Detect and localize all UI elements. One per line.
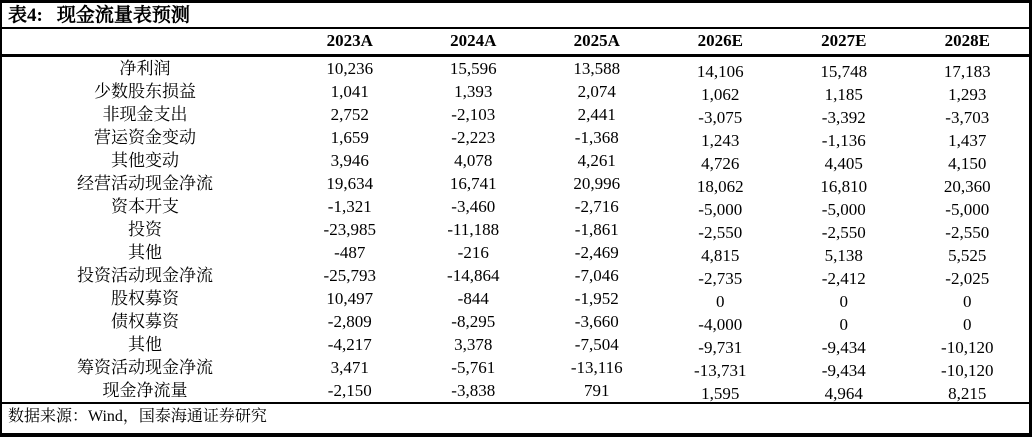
cell-value <box>535 218 659 241</box>
cell-value <box>782 149 906 172</box>
cell-text: 10,497 <box>326 288 374 308</box>
cell-text: 1,393 <box>454 81 493 101</box>
table-title-text: 现金流量表预测 <box>56 5 190 26</box>
cell-value <box>906 80 1030 103</box>
cell-value <box>412 379 536 402</box>
table-row <box>2 379 1029 402</box>
row-label: 资本开支 <box>111 196 179 216</box>
cell-value <box>288 149 412 172</box>
cell-value <box>782 195 906 218</box>
cell-value <box>535 126 659 149</box>
row-label: 现金净流量 <box>102 380 188 400</box>
cell-value <box>906 287 1030 310</box>
column-header-2023A: 2023A <box>288 29 412 55</box>
cell-text: 20,996 <box>573 173 621 193</box>
cell-value <box>412 103 536 126</box>
cell-value <box>906 356 1030 379</box>
cell-text: -2,550 <box>821 222 866 242</box>
cell-text: 5,525 <box>948 245 987 265</box>
cell-value <box>288 241 412 264</box>
cell-text: 1,185 <box>824 84 863 104</box>
cell-text: -3,703 <box>945 107 990 127</box>
cell-value <box>782 264 906 287</box>
cell-text: -844 <box>457 288 489 308</box>
cell-text: -13,116 <box>570 357 623 377</box>
cell-value <box>412 310 536 333</box>
cell-value <box>535 103 659 126</box>
cell-text: -5,000 <box>698 199 743 219</box>
cell-text: -14,864 <box>447 265 500 285</box>
row-label: 筹资活动现金净流 <box>77 357 213 377</box>
table-row <box>2 356 1029 379</box>
cell-text: -2,550 <box>945 222 990 242</box>
cell-text: -8,295 <box>451 311 496 331</box>
cell-text: -1,861 <box>574 219 619 239</box>
cell-value <box>659 241 783 264</box>
cell-value <box>906 195 1030 218</box>
cell-text: 0 <box>963 291 972 311</box>
cell-text: 791 <box>584 380 610 400</box>
cell-text: -11,188 <box>447 219 500 239</box>
column-header-2026E: 2026E <box>659 29 783 55</box>
cell-text: -2,716 <box>574 196 619 216</box>
table-title <box>2 3 1029 29</box>
row-label: 净利润 <box>119 58 171 78</box>
cell-text: -1,368 <box>574 127 619 147</box>
cell-text: 4,150 <box>948 153 987 173</box>
table-row <box>2 149 1029 172</box>
cell-value <box>288 126 412 149</box>
cell-text: 1,293 <box>948 84 987 104</box>
cell-value <box>659 310 783 333</box>
cell-value <box>659 172 783 195</box>
cell-text: -13,731 <box>694 360 747 380</box>
table-row <box>2 195 1029 218</box>
cell-value <box>906 55 1030 80</box>
cell-value <box>782 55 906 80</box>
header-row <box>2 29 1029 55</box>
cell-text: -1,321 <box>327 196 372 216</box>
column-header-2028E: 2028E <box>906 29 1030 55</box>
cell-text: 8,215 <box>948 383 987 403</box>
cell-text: 3,471 <box>330 357 369 377</box>
cell-value <box>906 379 1030 402</box>
cell-value <box>535 195 659 218</box>
cell-text: -2,412 <box>821 268 866 288</box>
table-body <box>2 55 1029 402</box>
cell-value <box>782 379 906 402</box>
cell-text: -2,223 <box>451 127 496 147</box>
cell-value <box>288 80 412 103</box>
cell-text: 19,634 <box>326 173 374 193</box>
cell-value <box>906 172 1030 195</box>
cell-value <box>782 218 906 241</box>
cell-value <box>659 126 783 149</box>
cell-text: -23,985 <box>323 219 376 239</box>
cell-value <box>782 287 906 310</box>
cell-text: 18,062 <box>696 176 744 196</box>
column-header-2025A: 2025A <box>535 29 659 55</box>
table-row <box>2 103 1029 126</box>
cell-text: 17,183 <box>943 61 991 81</box>
cell-text: 1,062 <box>701 84 740 104</box>
row-label: 其他 <box>128 242 162 262</box>
cell-value <box>535 172 659 195</box>
cell-value <box>782 333 906 356</box>
cell-text: -216 <box>457 242 489 262</box>
cell-text: -2,150 <box>327 380 372 400</box>
cell-value <box>288 379 412 402</box>
cell-value <box>659 149 783 172</box>
data-source: 数据来源：Wind，国泰海通证券研究 <box>2 402 1029 428</box>
cell-text: -4,217 <box>327 334 372 354</box>
cell-text: -3,460 <box>451 196 496 216</box>
cell-value <box>412 172 536 195</box>
cell-value <box>782 103 906 126</box>
cell-text: 4,964 <box>824 383 863 403</box>
cash-flow-table <box>2 29 1029 402</box>
cell-value <box>412 55 536 80</box>
cell-value <box>535 310 659 333</box>
cell-value <box>906 333 1030 356</box>
cell-text: -2,809 <box>327 311 372 331</box>
cell-value <box>288 287 412 310</box>
cell-value <box>288 310 412 333</box>
cell-text: -9,434 <box>821 337 866 357</box>
cell-text: -10,120 <box>941 360 994 380</box>
cell-value <box>412 241 536 264</box>
cell-text: 4,078 <box>454 150 493 170</box>
table-row <box>2 264 1029 287</box>
cell-text: -4,000 <box>698 314 743 334</box>
table-row <box>2 80 1029 103</box>
cell-text: 1,659 <box>330 127 369 147</box>
cell-text: 1,437 <box>948 130 987 150</box>
cell-text: -5,000 <box>945 199 990 219</box>
cell-value <box>412 80 536 103</box>
cell-value <box>659 55 783 80</box>
cell-text: 0 <box>839 314 848 334</box>
cell-text: 3,378 <box>454 334 493 354</box>
table-header <box>2 29 1029 55</box>
cell-text: 2,441 <box>577 104 616 124</box>
table-row <box>2 172 1029 195</box>
cell-value <box>288 172 412 195</box>
cell-value <box>782 126 906 149</box>
cell-value <box>412 356 536 379</box>
cell-value <box>782 356 906 379</box>
cell-text: -487 <box>334 242 366 262</box>
cell-value <box>659 379 783 402</box>
cell-text: -2,550 <box>698 222 743 242</box>
cell-value <box>288 103 412 126</box>
cell-text: 4,261 <box>577 150 616 170</box>
cell-value <box>659 80 783 103</box>
cell-value <box>288 333 412 356</box>
cell-text: 5,138 <box>824 245 863 265</box>
cell-text: 2,074 <box>577 81 616 101</box>
cell-value <box>535 241 659 264</box>
cell-value <box>782 80 906 103</box>
cell-text: -3,838 <box>451 380 496 400</box>
cell-text: -7,046 <box>574 265 619 285</box>
table-row <box>2 333 1029 356</box>
cell-value <box>659 287 783 310</box>
cell-text: 1,595 <box>701 383 740 403</box>
cell-value <box>288 55 412 80</box>
cell-value <box>288 195 412 218</box>
cell-value <box>412 287 536 310</box>
column-header-empty <box>2 29 288 55</box>
table-row <box>2 126 1029 149</box>
cell-text: 4,726 <box>701 153 740 173</box>
cell-value <box>412 149 536 172</box>
cell-text: -2,735 <box>698 268 743 288</box>
cell-value <box>288 218 412 241</box>
row-label: 投资活动现金净流 <box>77 265 213 285</box>
row-label: 股权募资 <box>111 288 179 308</box>
cell-text: -1,136 <box>821 130 866 150</box>
column-header-2024A: 2024A <box>412 29 536 55</box>
cell-value <box>659 333 783 356</box>
cell-value <box>535 379 659 402</box>
cell-text: -9,731 <box>698 337 743 357</box>
cell-text: 0 <box>839 291 848 311</box>
cell-value <box>659 264 783 287</box>
cell-text: -9,434 <box>821 360 866 380</box>
cell-value <box>906 126 1030 149</box>
cell-text: -2,469 <box>574 242 619 262</box>
cell-value <box>288 356 412 379</box>
cell-value <box>906 264 1030 287</box>
row-label: 债权募资 <box>111 311 179 331</box>
cell-value <box>659 218 783 241</box>
cell-text: 0 <box>716 291 725 311</box>
cell-value <box>535 287 659 310</box>
cell-value <box>412 218 536 241</box>
table-row <box>2 218 1029 241</box>
cell-value <box>906 103 1030 126</box>
cell-value <box>288 264 412 287</box>
cell-text: 3,946 <box>330 150 369 170</box>
cell-text: 4,405 <box>824 153 863 173</box>
cell-value <box>412 264 536 287</box>
cell-value <box>659 103 783 126</box>
cell-text: 1,243 <box>701 130 740 150</box>
cell-value <box>535 333 659 356</box>
cell-value <box>782 241 906 264</box>
cell-text: -25,793 <box>323 265 376 285</box>
row-label: 少数股东损益 <box>94 81 196 101</box>
row-label: 其他 <box>128 334 162 354</box>
cell-text: 1,041 <box>330 81 369 101</box>
table-row <box>2 287 1029 310</box>
cell-text: 20,360 <box>943 176 991 196</box>
cell-text: -3,392 <box>821 107 866 127</box>
cell-value <box>659 356 783 379</box>
cell-text: 14,106 <box>696 61 744 81</box>
table-row <box>2 241 1029 264</box>
cell-text: 2,752 <box>330 104 369 124</box>
cell-text: -2,025 <box>945 268 990 288</box>
cell-text: 13,588 <box>573 58 621 78</box>
column-header-2027E: 2027E <box>782 29 906 55</box>
cell-text: 0 <box>963 314 972 334</box>
cell-text: -5,000 <box>821 199 866 219</box>
row-label: 营运资金变动 <box>94 127 196 147</box>
cell-value <box>535 80 659 103</box>
cell-value <box>535 264 659 287</box>
cell-text: 16,810 <box>820 176 868 196</box>
table-row <box>2 310 1029 333</box>
cell-value <box>412 195 536 218</box>
cell-value <box>412 333 536 356</box>
cell-value <box>782 310 906 333</box>
row-label: 经营活动现金净流 <box>77 173 213 193</box>
cell-text: 15,596 <box>449 58 497 78</box>
cell-value <box>906 149 1030 172</box>
cell-text: -5,761 <box>451 357 496 377</box>
cell-value <box>659 195 783 218</box>
cell-value <box>906 218 1030 241</box>
cell-value <box>906 241 1030 264</box>
cell-value <box>535 356 659 379</box>
cell-text: 4,815 <box>701 245 740 265</box>
cell-text: -3,075 <box>698 107 743 127</box>
cell-text: -3,660 <box>574 311 619 331</box>
cell-text: 15,748 <box>820 61 868 81</box>
cell-text: -1,952 <box>574 288 619 308</box>
cell-value <box>535 149 659 172</box>
cell-value <box>782 172 906 195</box>
cell-text: -2,103 <box>451 104 496 124</box>
cell-value <box>906 310 1030 333</box>
cell-value <box>535 55 659 80</box>
cell-value <box>412 126 536 149</box>
row-label: 非现金支出 <box>102 104 188 124</box>
table-number: 表4: <box>8 5 43 26</box>
row-label: 投资 <box>128 219 162 239</box>
cell-text: 10,236 <box>326 58 374 78</box>
table-row <box>2 55 1029 80</box>
row-label: 其他变动 <box>111 150 179 170</box>
cell-text: -10,120 <box>941 337 994 357</box>
cell-text: -7,504 <box>574 334 619 354</box>
cell-text: 16,741 <box>449 173 497 193</box>
